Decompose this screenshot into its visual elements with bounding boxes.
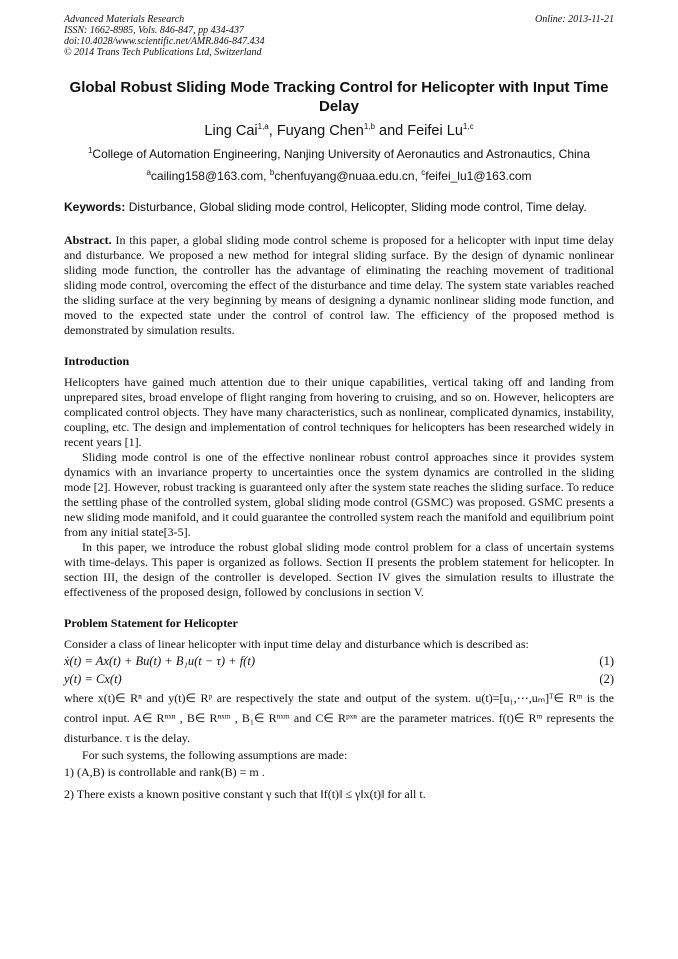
keywords [64,200,614,215]
abstract-text: In this paper, a global sliding mode control scheme is proposed for a helicopter with input time delay and disturbance. We proposed a new method for integral sliding surface. By the design of dynamic nonlinear sliding mode function, the controller has the advantage of eliminating the reaching movement of traditional sliding mode control, overcoming the effect of the disturbance and time delay. The system state variables reached the sliding surface at the very beginning by means of designing a dynamic nonlinear sliding mode function, and moved to the expected state under the control of control law. The efficiency of the proposed method is demonstrated by simulation results. [64,233,615,337]
keywords-text: Disturbance, Global sliding mode control, Helicopter, Sliding mode control, Time delay. [128,200,587,214]
issn: ISSN: 1662-8985, Vols. 846-847, pp 434-437 [64,25,244,36]
intro-paragraph-2: Sliding mode control is one of the effective nonlinear robust control approaches since it provides system dynamics with an invariance property to uncertainties once the system dynamics are controlled in the sliding mode [2]. However, robust tracking is guaranteed only after the system state reaches the sliding surface. To reduce the settling phase of the controlled system, global sliding mode control (GSMC) was proposed. GSMC presents a new sliding mode manifold, and it could guarantee the controlled system reach the manifold and equilibrium point from any initial state[3-5]. [64,450,614,539]
author-and: and [379,123,404,139]
problem-heading: Problem Statement for Helicopter [64,616,238,630]
online-date: Online: 2013-11-21 [535,14,614,25]
equation-1-number: (1) [599,654,614,668]
affiliation-sup: 1 [87,146,93,155]
keywords-label: Keywords: [64,200,126,214]
paper-page [64,14,614,803]
email-list [64,168,614,184]
intro-paragraph-3: In this paper, we introduce the robust global sliding mode control problem for a class of uncertain systems with time-delays. This paper is organized as follows. Section II presents the problem statement for helicopter. In section III, the design of the controller is developed. Section IV gives the simulation results to illustrate the effectiveness of the proposed design, followed by conclusions in section V. [64,540,614,599]
copyright: © 2014 Trans Tech Publications Ltd, Switzerland [64,47,262,58]
author-list: Ling Cai$^{1,a}$, Fuyang Chen$^{1,b}$ and Feifei Lu$^{1,c}$ [204,122,474,139]
equation-2-body: y(t) = Cx(t) [64,672,122,686]
equation-1 [64,652,614,670]
email-3-sup: c [421,168,426,177]
assumption-2: 2) There exists a known positive constant γ such that ‖f(t)‖ ≤ γ‖x(t)‖ for all t. [64,787,426,801]
affiliation-text: College of Automation Engineering, Nanjing University of Aeronautics and Astronautics, China [92,147,591,161]
equation-1-body: ẋ(t) = Ax(t) + Bu(t) + B₁u(t − τ) + f(t) [64,654,255,668]
email-3[interactable]: feifei_lu1@163.com [425,169,532,183]
author-3: Feifei Lu [407,123,463,139]
journal-header [64,14,614,62]
journal-name: Advanced Materials Research [64,14,185,25]
email-1-sup: a [146,168,151,177]
problem-paragraph-2: For such systems, the following assumptions are made: [82,748,348,762]
intro-paragraph-1: Helicopters have gained much attention due to their unique capabilities, vertical taking off and landing from unprepared sites, broad envelope of flight ranging from hovering to cruising, and so on. However, helicopters are complicated control objects. They have many characteristics, such as nonlinear, complicated dynamics, instability, coupling, etc. The design and implementation of control techniques for helicopters has been researched widely in recent years [1]. [64,375,614,449]
author-1-sup: 1,a [257,122,269,132]
author-3-sup: 1,c [462,122,474,132]
abstract-label: Abstract. [64,233,112,247]
author-1: Ling Cai [204,123,258,139]
doi: doi:10.4028/www.scientific.net/AMR.846-847.434 [64,36,265,47]
email-2[interactable]: chenfuyang@nuaa.edu.cn, [274,169,418,183]
equation-2-number: (2) [599,672,614,686]
email-1[interactable]: cailing158@163.com, [150,169,267,183]
affiliation [64,146,614,162]
equation-2 [64,670,614,688]
assumption-1: 1) (A,B) is controllable and rank(B) = m . [64,765,265,779]
paper-title: Global Robust Sliding Mode Tracking Control for Helicopter with Input Time Delay [69,79,609,115]
author-2: Fuyang Chen [276,123,364,139]
abstract [64,233,614,338]
intro-heading: Introduction [64,354,130,368]
where-paragraph: where x(t)∈ Rⁿ and y(t)∈ Rᵖ are respectively the state and output of the system. u(t)=[u₁,⋯,uₘ]ᵀ∈ Rᵐ is the control input. A∈ Rⁿˣⁿ , B∈ Rⁿˣᵐ , B₁∈ Rⁿˣᵐ and C∈ Rᵖˣⁿ are the parameter matrices. f(t)∈ Rᵐ represents the disturbance. τ is the delay. [64,691,614,745]
problem-paragraph-1: Consider a class of linear helicopter with input time delay and disturbance which is described as: [64,637,529,651]
author-2-sup: 1,b [363,122,375,132]
email-2-sup: b [269,168,275,177]
